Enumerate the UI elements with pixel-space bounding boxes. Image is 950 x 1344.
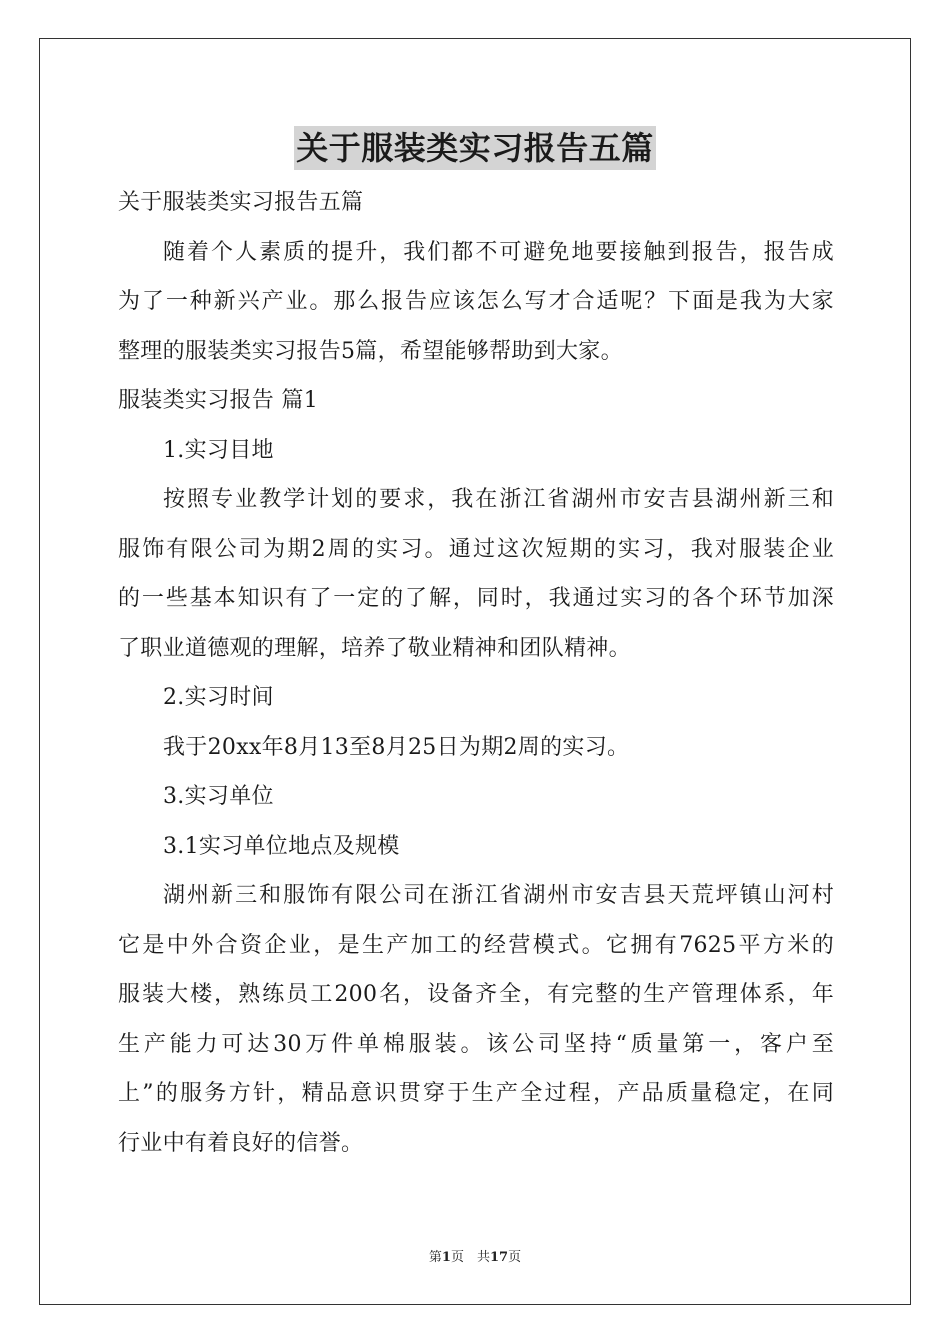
footer-page-suffix: 页: [508, 1250, 522, 1265]
text-line: 3.1实习单位地点及规模: [163, 833, 400, 859]
text-line: 整理的服装类实习报告5篇，希望能够帮助到大家。: [118, 338, 623, 364]
text-line: 随着个人素质的提升，我们都不可避免地要接触到报告，报告成: [163, 239, 834, 265]
text-line: 关于服装类实习报告五篇: [118, 190, 364, 215]
text-line: 1.实习目地: [163, 437, 274, 463]
footer-total-pages: 17: [489, 1250, 509, 1265]
footer-page-mid: 页 共: [450, 1250, 490, 1265]
document-title: 关于服装类实习报告五篇: [294, 126, 656, 170]
text-line: 服饰有限公司为期2周的实习。通过这次短期的实习，我对服装企业: [118, 536, 834, 562]
text-line: 为了一种新兴产业。那么报告应该怎么写才合适呢？下面是我为大家: [118, 289, 834, 314]
title-container: [0, 126, 950, 170]
text-line: 湖州新三和服饰有限公司在浙江省湖州市安吉县天荒坪镇山河村: [163, 883, 834, 908]
footer-page-prefix: 第: [428, 1250, 442, 1265]
text-line: 3.实习单位: [163, 784, 274, 809]
text-line: 我于20xx年8月13至8月25日为期2周的实习。: [163, 734, 630, 760]
text-line: 按照专业教学计划的要求，我在浙江省湖州市安吉县湖州新三和: [163, 487, 834, 512]
page-footer: [0, 1246, 950, 1265]
text-line: 它是中外合资企业，是生产加工的经营模式。它拥有7625平方米的: [118, 932, 834, 958]
text-line: 行业中有着良好的信誉。: [118, 1130, 364, 1156]
document-body: [118, 178, 834, 1168]
text-line: 服装类实习报告 篇1: [118, 388, 318, 413]
text-line: 服装大楼，熟练员工200名，设备齐全，有完整的生产管理体系，年: [118, 982, 834, 1007]
text-line: 上”的服务方针，精品意识贯穿于生产全过程，产品质量稳定，在同: [118, 1081, 834, 1106]
footer-current-page: 1: [441, 1250, 451, 1265]
text-line: 的一些基本知识有了一定的了解，同时，我通过实习的各个环节加深: [118, 586, 834, 611]
text-line: 了职业道德观的理解，培养了敬业精神和团队精神。: [118, 635, 631, 661]
text-line: 2.实习时间: [163, 685, 274, 710]
text-line: 生产能力可达30万件单棉服装。该公司坚持“质量第一，客户至: [118, 1031, 834, 1057]
